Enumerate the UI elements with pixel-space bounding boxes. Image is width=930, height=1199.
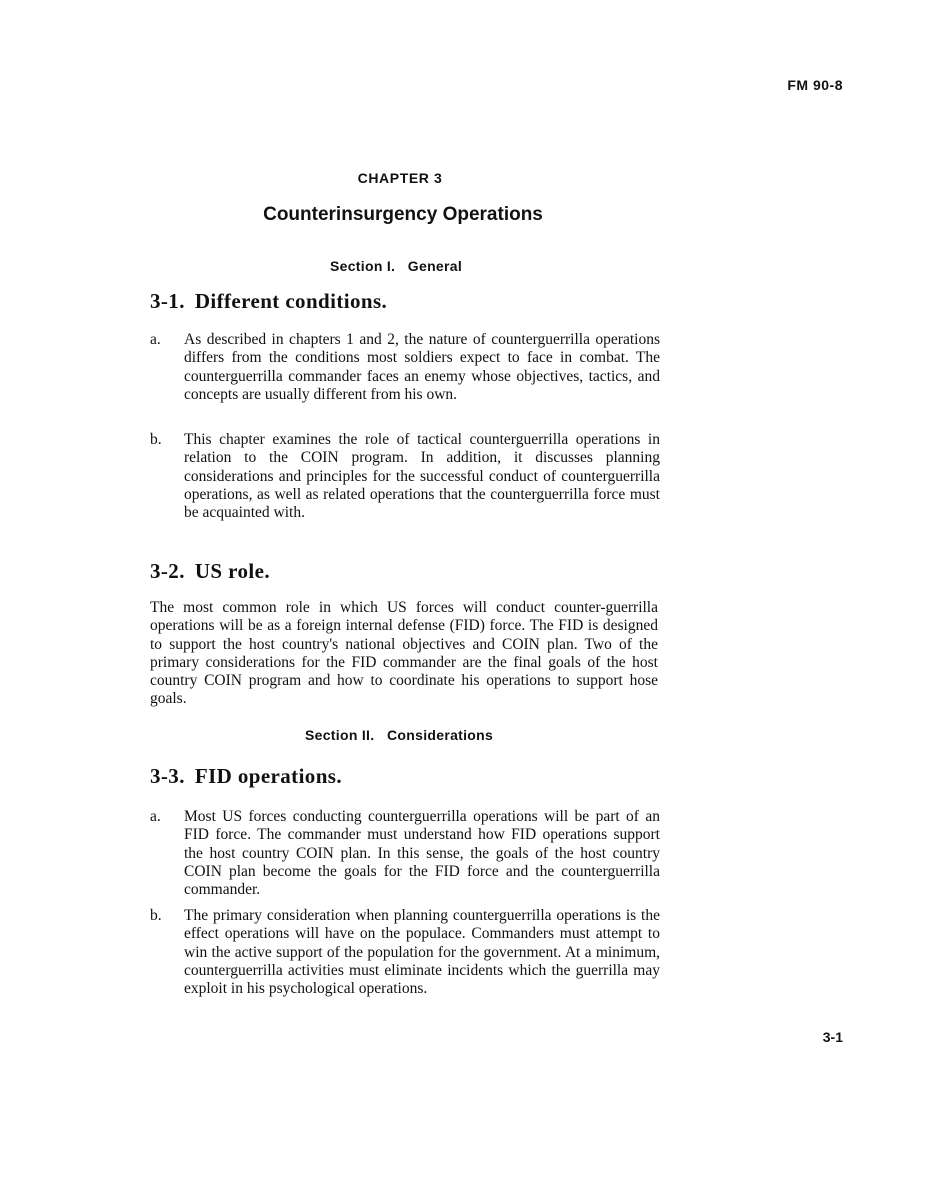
list-marker: b.: [150, 431, 162, 448]
paragraph-number: 3-1.: [150, 289, 185, 313]
list-item-text: Most US forces conducting counterguerrilla operations will be part of an FID force. The commander must understand how FID operations support the host country COIN plan. In this sense, the goals of the host country COIN plan become the goals for the FID force and the counterguerrilla commander.: [184, 808, 660, 899]
section-heading-general: Section I. General: [330, 258, 463, 274]
list-marker: a.: [150, 331, 161, 348]
list-item-text: This chapter examines the role of tactical counterguerrilla operations in relation to the COIN program. In addition, it discusses planning considerations and principles for the successful conduct of counterguerrilla operations, as well as related operations that the counterguerrilla force must be acquainted with.: [184, 431, 660, 522]
chapter-label: CHAPTER 3: [357, 170, 443, 186]
document-id-header: FM 90-8: [787, 77, 843, 93]
list-item-3-3-b: [150, 907, 660, 998]
list-item-3-3-a: [150, 808, 660, 899]
list-item-3-1-b: [150, 431, 660, 522]
paragraph-heading-3-1: [150, 289, 387, 314]
section-heading-considerations: Section II. Considerations: [305, 727, 494, 743]
page-number: 3-1: [822, 1029, 843, 1045]
paragraph-title: FID operations.: [194, 764, 343, 788]
list-item-text: As described in chapters 1 and 2, the nature of counterguerrilla operations differs from the conditions most soldiers expect to face in combat. The counterguerrilla commander faces an enemy whose objectives, tactics, and concepts are usually different from his own.: [184, 331, 660, 403]
list-marker: a.: [150, 808, 161, 825]
list-item-3-1-a: [150, 331, 660, 404]
list-marker: b.: [150, 907, 162, 924]
paragraph-number: 3-3.: [150, 764, 185, 788]
paragraph-heading-3-2: [150, 559, 270, 584]
chapter-title: Counterinsurgency Operations: [263, 204, 543, 225]
paragraph-title: Different conditions.: [194, 289, 388, 313]
paragraph-body-3-2: The most common role in which US forces will conduct counter-guerrilla operations will be as a foreign internal defense (FID) force. The FID is designed to support the host country's national objectives and COIN plan. Two of the primary considerations for the FID commander are the final goals of the host country COIN program and how to coordinate his operations to support hose goals.: [150, 599, 658, 708]
paragraph-title: US role.: [194, 559, 270, 583]
paragraph-heading-3-3: [150, 764, 342, 789]
paragraph-number: 3-2.: [150, 559, 185, 583]
list-item-text: The primary consideration when planning counterguerrilla operations is the effect operations will have on the populace. Commanders must attempt to win the active support of the population for the government. At a minimum, counterguerrilla activities must eliminate incidents which the guerrilla may exploit in his psychological operations.: [184, 907, 660, 998]
